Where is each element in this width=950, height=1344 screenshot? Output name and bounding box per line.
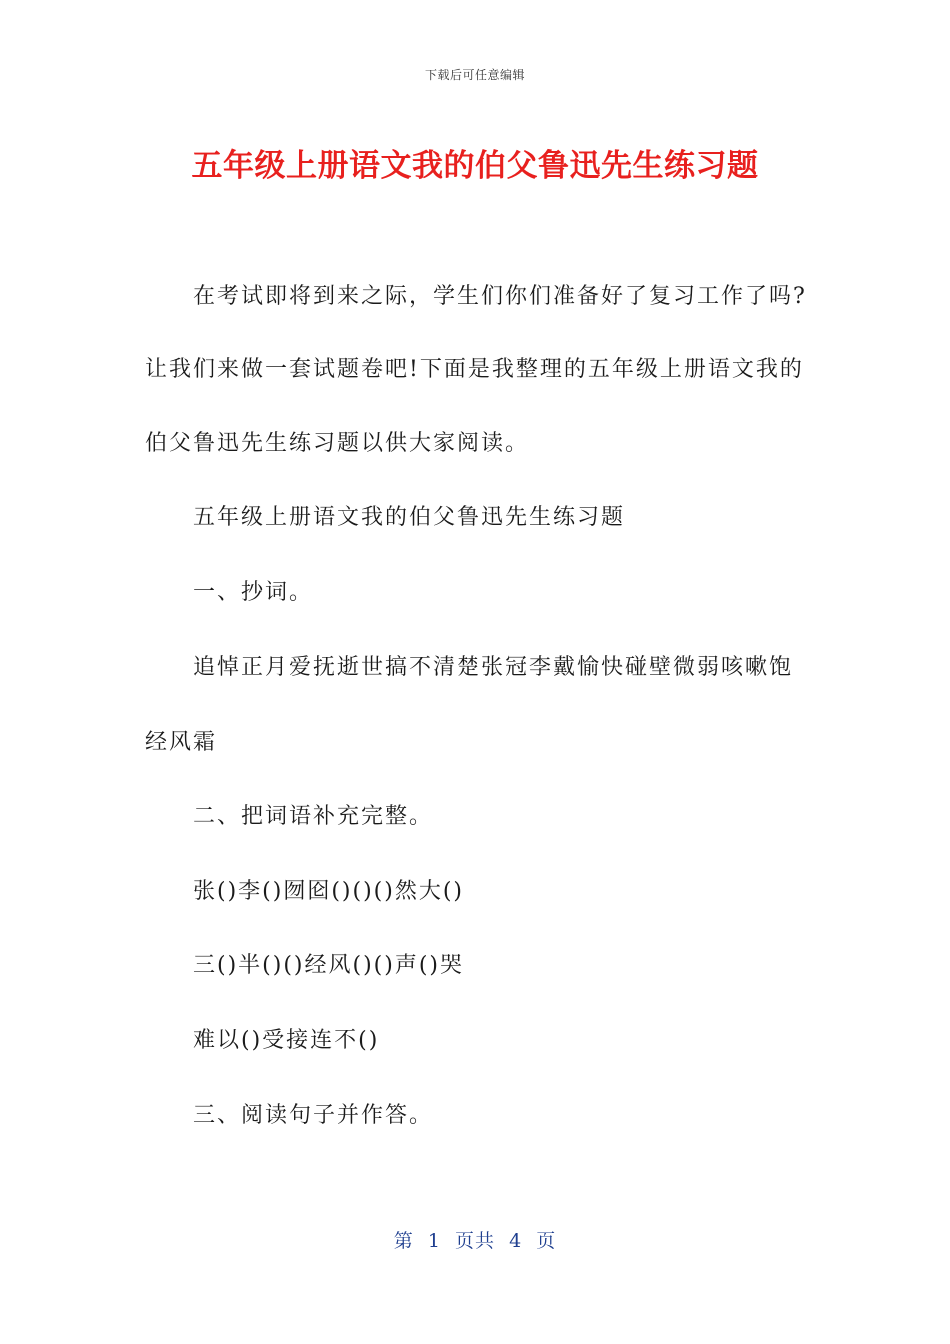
section-heading-1: 一、抄词。 [193, 580, 314, 605]
paragraph-intro-line-3: 伯父鲁迅先生练习题以供大家阅读。 [145, 431, 530, 456]
fill-blank-line-2: 三()半()()经风()()声()哭 [193, 953, 464, 978]
paragraph-intro-line-1: 在考试即将到来之际，学生们你们准备好了复习工作了吗? [193, 284, 807, 309]
word-list-line-2: 经风霜 [145, 730, 218, 755]
paragraph-intro-line-2: 让我们来做一套试题卷吧!下面是我整理的五年级上册语文我的 [145, 357, 804, 382]
page-number-footer: 第 1 页共 4 页 [393, 1230, 557, 1252]
section-heading-2: 二、把词语补充完整。 [193, 804, 434, 829]
fill-blank-line-3: 难以()受接连不() [193, 1028, 380, 1053]
header-note: 下载后可任意编辑 [424, 68, 525, 82]
fill-blank-line-1: 张()李()囫囵()()()然大() [193, 879, 464, 904]
section-heading-3: 三、阅读句子并作答。 [193, 1103, 434, 1128]
document-title: 五年级上册语文我的伯父鲁迅先生练习题 [191, 148, 759, 184]
subtitle-line: 五年级上册语文我的伯父鲁迅先生练习题 [193, 505, 626, 530]
word-list-line-1: 追悼正月爱抚逝世搞不清楚张冠李戴愉快碰壁微弱咳嗽饱 [193, 655, 794, 680]
